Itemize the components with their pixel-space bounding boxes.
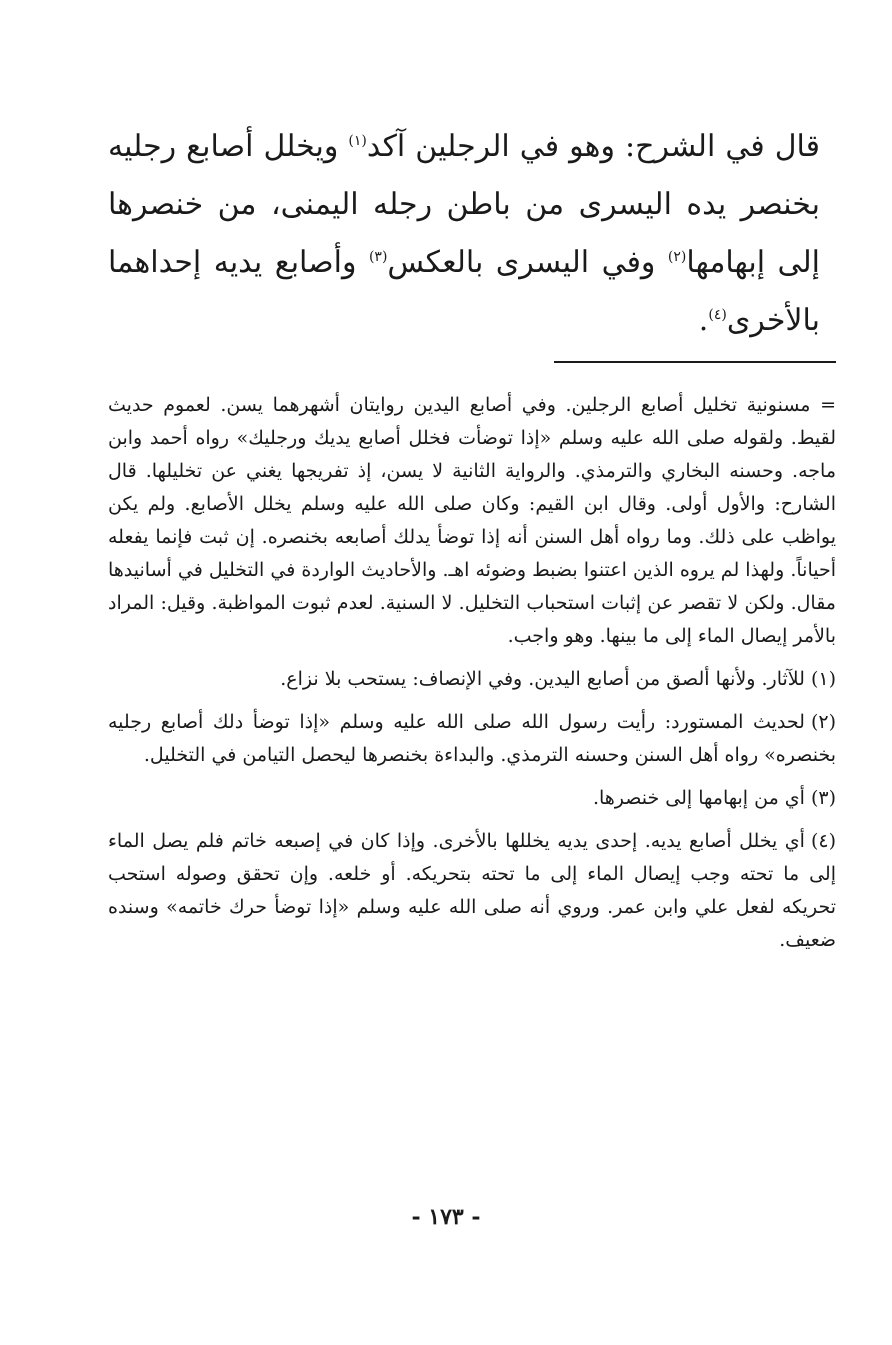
footnote-ref-4: (٤) <box>708 307 727 323</box>
footnote-text: أي من إبهامها إلى خنصرها. <box>592 787 805 809</box>
main-text-part-5: . <box>698 303 709 338</box>
footnote-1 <box>108 663 836 696</box>
main-text-part-2: ويخلل أصابع رجليه بخنصر يده اليسرى من باطن رجله اليمنى، من خنصرها إلى إبهامها <box>108 129 820 280</box>
footnote-number: (٤) <box>810 830 836 852</box>
main-paragraph <box>108 118 820 350</box>
footnote-text: لحديث المستورد: رأيت رسول الله صلى الله عليه وسلم «إذا توضأ دلك أصابع رجليه بخنصره» رواه أهل السنن وحسنه الترمذي. والبداءة بخنصرها ليحصل التيامن في التخليل. <box>108 711 836 766</box>
footnote-continuation: = مسنونية تخليل أصابع الرجلين. وفي أصابع اليدين روايتان أشهرهما يسن. لعموم حديث لقيط. ولقوله صلى الله عليه وسلم «إذا توضأت فخلل أصابع يديك ورجليك» رواه أحمد وابن ماجه. وحسنه البخاري والترمذي. والرواية الثانية لا يسن، إذ تفريجها يغني عن تخليلها. قال الشارح: والأول أولى. وقال ابن القيم: وكان صلى الله عليه وسلم يخلل الأصابع. ولم يكن يواظب على ذلك. وما رواه أهل السنن أنه إذا توضأ يدلك أصابعه بخنصره. إن ثبت فإنما يفعله أحياناً. ولهذا لم يروه الذين اعتنوا بضبط وضوئه اهـ. والأحاديث الواردة في التخليل في أسانيدها مقال. ولكن لا تقصر عن إثبات استحباب التخليل. لا السنية. لعدم ثبوت المواظبة. وقيل: المراد بالأمر إيصال الماء إلى ما بينها. وهو واجب. <box>108 394 836 647</box>
page-number: - ١٧٣ - <box>411 1204 481 1230</box>
main-text-part-1: قال في الشرح: وهو في الرجلين آكد <box>366 129 821 164</box>
footnotes-section <box>108 389 836 967</box>
footnote-divider <box>554 361 836 363</box>
footnote-number: (٢) <box>810 711 836 733</box>
footnote-number: (١) <box>810 668 836 690</box>
footnote-4 <box>108 825 836 957</box>
footnote-ref-2: (٢) <box>667 249 687 265</box>
footnote-text: للآثار. ولأنها ألصق من أصابع اليدين. وفي الإنصاف: يستحب بلا نزاع. <box>280 668 805 690</box>
main-text-part-3: وفي اليسرى بالعكس <box>387 245 668 280</box>
main-text-part-4: وأصابع يديه إحداهما بالأخرى <box>108 245 820 338</box>
footnote-3 <box>108 782 836 815</box>
footnote-2 <box>108 706 836 772</box>
footnote-ref-1: (١) <box>348 133 367 149</box>
footnote-number: (٣) <box>810 787 836 809</box>
footnote-text: أي يخلل أصابع يديه. إحدى يديه يخللها بالأخرى. وإذا كان في إصبعه خاتم فلم يصل الماء إلى ما تحته وجب إيصال الماء إلى ما تحته بتحريكه. أو خلعه. وإن تحقق وصوله استحب تحريكه لفعل علي وابن عمر. وروي أنه صلى الله عليه وسلم «إذا توضأ حرك خاتمه» وسنده ضعيف. <box>108 830 836 951</box>
footnote-ref-3: (٣) <box>368 249 388 265</box>
